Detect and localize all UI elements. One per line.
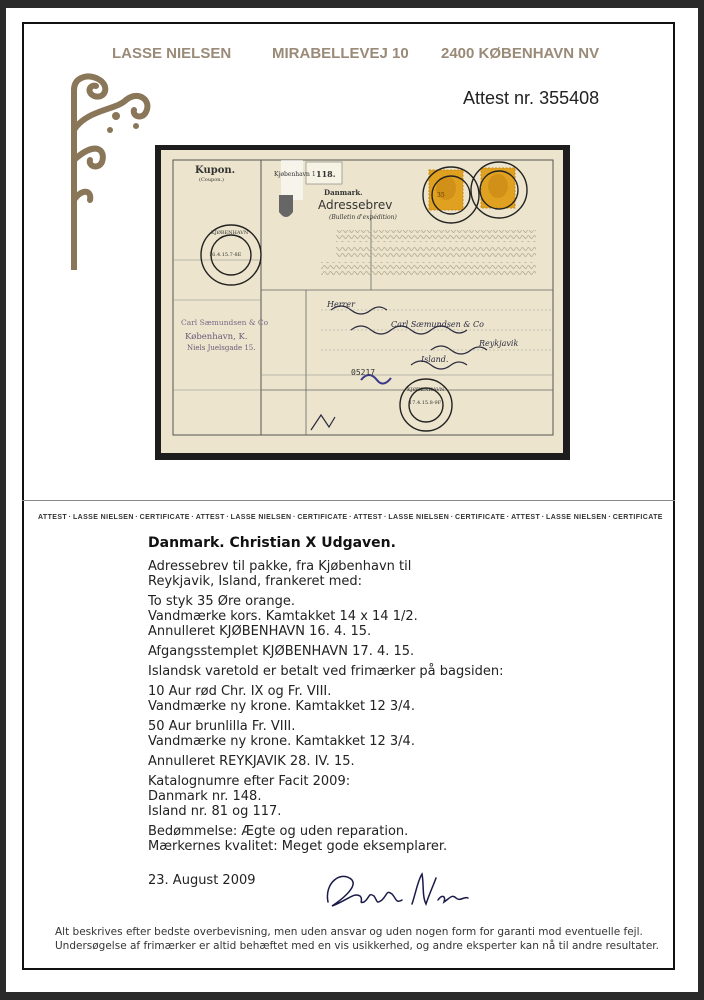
- description-title: Danmark. Christian X Udgaven.: [148, 535, 396, 551]
- sender-line-2: København, K.: [185, 332, 248, 342]
- parcel-serial: 05217: [351, 368, 376, 377]
- ribbon-separator: ·: [349, 514, 352, 521]
- ribbon-separator: ·: [135, 514, 139, 521]
- disclaimer-line-1: Alt beskrives efter bedste overbevisning, men uden ansvar og uden nogen form for garanti mod eventuelle fejl.: [55, 926, 643, 938]
- corner-ornament-icon: [66, 70, 156, 270]
- kupon-subtitle: (Coupon.): [199, 177, 224, 183]
- attest-label: Attest nr.: [463, 88, 535, 108]
- signature-icon: [318, 862, 478, 917]
- description-group: [148, 684, 648, 714]
- ribbon-word: ATTEST: [353, 514, 383, 521]
- description-line: Afgangsstemplet KJØBENHAVN 17. 4. 15.: [148, 644, 415, 659]
- card-title: Adressebrev: [318, 198, 393, 212]
- description-line: Danmark nr. 148.: [148, 789, 262, 804]
- coat-of-arms-icon: [279, 195, 293, 217]
- description-line: Island nr. 81 og 117.: [148, 804, 282, 819]
- ribbon-word: LASSE NIELSEN: [72, 514, 134, 521]
- description-group: [148, 774, 648, 819]
- ribbon-word: CERTIFICATE: [297, 514, 348, 521]
- description-line: Vandmærke ny krone. Kamtakket 12 3/4.: [148, 699, 415, 714]
- sender-line-3: Niels Juelsgade 15.: [187, 344, 256, 352]
- ribbon-word: LASSE NIELSEN: [388, 514, 450, 521]
- certificate-ribbon: [38, 514, 663, 521]
- origin-office: Kjøbenhavn 1: [274, 171, 316, 178]
- description-group: [148, 719, 648, 749]
- ribbon-separator: ·: [191, 514, 195, 521]
- description-line: To styk 35 Øre orange.: [148, 594, 296, 609]
- sender-line-1: Carl Sæmundsen & Co: [181, 318, 269, 327]
- description-line: Islandsk varetold er betalt ved frimærker på bagsiden:: [148, 664, 504, 679]
- card-subtitle: (Bulletin d'expédition): [329, 214, 397, 221]
- ribbon-separator: ·: [541, 514, 545, 521]
- description-group: [148, 664, 648, 679]
- ribbon-word: CERTIFICATE: [139, 514, 190, 521]
- description-line: Vandmærke ny krone. Kamtakket 12 3/4.: [148, 734, 415, 749]
- description-line: Adressebrev til pakke, fra Kjøbenhavn til: [148, 559, 412, 574]
- cancel-bottom-town: KJØBENHAVN: [407, 387, 445, 393]
- ribbon-separator: ·: [384, 514, 387, 521]
- certificate-date: 23. August 2009: [148, 873, 256, 888]
- address-line-1: Herrer: [327, 300, 355, 309]
- ribbon-word: CERTIFICATE: [612, 514, 663, 521]
- address-line-2: Carl Sæmundsen & Co: [391, 320, 484, 329]
- description-line: Annulleret REYKJAVIK 28. IV. 15.: [148, 754, 355, 769]
- parcel-card: [161, 150, 563, 453]
- ribbon-word: ATTEST: [511, 514, 541, 521]
- ribbon-word: ATTEST: [195, 514, 225, 521]
- description-group: [148, 644, 648, 659]
- description-line: 50 Aur brunlilla Fr. VIII.: [148, 719, 296, 734]
- disclaimer-line-2: Undersøgelse af frimærker er altid behæftet med en vis usikkerhed, og andre eksperter kan nå til andre resultater.: [55, 940, 659, 952]
- ribbon-word: LASSE NIELSEN: [230, 514, 292, 521]
- ribbon-word: CERTIFICATE: [455, 514, 506, 521]
- description-group: [148, 824, 648, 854]
- description-group: [148, 594, 648, 639]
- ribbon-separator: ·: [608, 514, 612, 521]
- card-country: Danmark.: [324, 188, 363, 197]
- letterhead-street: MIRABELLEVEJ 10: [272, 45, 409, 62]
- cover-photo: [155, 145, 570, 460]
- cancel-left-date: 16.4.15.7-8E: [209, 252, 242, 258]
- ribbon-separator: ·: [226, 514, 230, 521]
- address-line-4: Island.: [421, 355, 449, 364]
- description-line: Katalognumre efter Facit 2009:: [148, 774, 351, 789]
- address-line-3: Reykjavik: [479, 339, 519, 348]
- letterhead-name: LASSE NIELSEN: [112, 45, 232, 62]
- description-group: [148, 754, 648, 769]
- description-group: [148, 559, 648, 589]
- ribbon-separator: ·: [68, 514, 72, 521]
- ribbon-separator: ·: [506, 514, 510, 521]
- ribbon-separator: ·: [450, 514, 454, 521]
- description-line: Vandmærke kors. Kamtakket 14 x 14 1/2.: [148, 609, 418, 624]
- kupon-title: Kupon.: [195, 165, 236, 176]
- disclaimer: [55, 925, 665, 953]
- description-line: Mærkernes kvalitet: Meget gode eksemplarer.: [148, 839, 448, 854]
- fold-line: [22, 500, 675, 501]
- letterhead-city: 2400 KØBENHAVN NV: [441, 45, 600, 62]
- parcel-number: 118.: [316, 169, 336, 179]
- ribbon-word: LASSE NIELSEN: [546, 514, 607, 521]
- certificate-description: [148, 536, 648, 859]
- ribbon-word: ATTEST: [38, 514, 68, 521]
- attest-value: 355408: [539, 88, 600, 108]
- ribbon-separator: ·: [293, 514, 296, 521]
- description-line: 10 Aur rød Chr. IX og Fr. VIII.: [148, 684, 332, 699]
- cancel-bottom-date: 17.4.15.8-9F: [409, 400, 442, 406]
- description-line: Reykjavik, Island, frankeret med:: [148, 574, 363, 589]
- cancel-left-town: KJØBENHAVN: [211, 230, 249, 236]
- stamp-value: 35: [437, 192, 445, 199]
- attest-number: [463, 88, 599, 109]
- description-line: Bedømmelse: Ægte og uden reparation.: [148, 824, 409, 839]
- description-line: Annulleret KJØBENHAVN 16. 4. 15.: [148, 624, 372, 639]
